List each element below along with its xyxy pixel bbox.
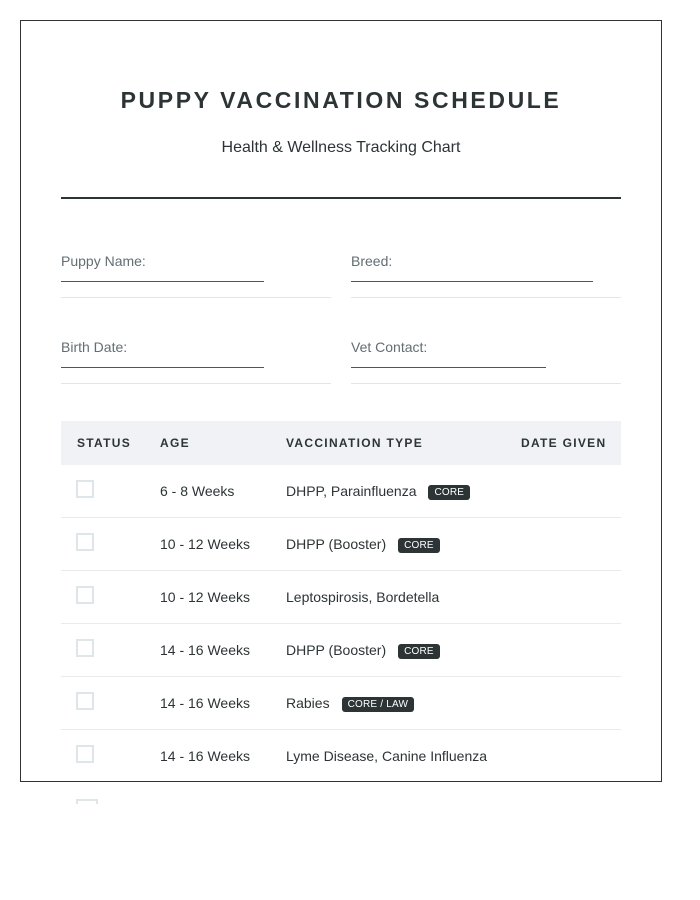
vaccine-name: Lyme Disease, Canine Influenza <box>286 748 488 764</box>
puppy-name-blank[interactable] <box>61 281 264 282</box>
status-checkbox[interactable] <box>76 639 94 657</box>
birth-date-label: Birth Date: <box>61 339 128 355</box>
vaccine-cell <box>286 642 440 659</box>
table-row <box>61 677 621 730</box>
table-row <box>61 624 621 677</box>
field-separator <box>351 383 621 384</box>
status-checkbox[interactable] <box>76 745 94 763</box>
vaccination-table <box>61 421 621 782</box>
vaccine-cell <box>286 695 414 712</box>
field-separator <box>351 297 621 298</box>
vaccine-cell <box>286 536 440 553</box>
overflow-checkbox-partial <box>76 799 98 804</box>
vaccine-cell <box>286 483 470 500</box>
page-subtitle: Health & Wellness Tracking Chart <box>221 139 461 156</box>
core-badge: CORE <box>428 485 470 500</box>
puppy-name-label: Puppy Name: <box>61 253 146 269</box>
birth-date-field[interactable] <box>61 339 331 355</box>
breed-field[interactable] <box>351 253 621 269</box>
column-header-vaccination-type: VACCINATION TYPE <box>286 436 424 450</box>
vaccine-name: DHPP (Booster) <box>286 642 387 658</box>
table-row <box>61 730 621 782</box>
status-checkbox[interactable] <box>76 586 94 604</box>
column-header-date-given: DATE GIVEN <box>521 436 607 450</box>
core-badge: CORE <box>398 538 440 553</box>
vaccine-cell <box>286 589 439 605</box>
vet-contact-label: Vet Contact: <box>351 339 428 355</box>
vaccine-name: Leptospirosis, Bordetella <box>286 589 440 605</box>
vet-contact-blank[interactable] <box>351 367 546 368</box>
status-checkbox[interactable] <box>76 480 94 498</box>
vaccine-name: DHPP (Booster) <box>286 536 387 552</box>
breed-label: Breed: <box>351 253 393 269</box>
status-checkbox[interactable] <box>76 533 94 551</box>
schedule-card <box>20 20 662 782</box>
column-header-age: AGE <box>160 436 190 450</box>
age-cell: 14 - 16 Weeks <box>160 748 251 764</box>
column-header-status: STATUS <box>77 436 132 450</box>
age-cell: 14 - 16 Weeks <box>160 695 251 711</box>
field-separator <box>61 383 331 384</box>
table-row <box>61 571 621 624</box>
vet-contact-field[interactable] <box>351 339 621 355</box>
puppy-name-field[interactable] <box>61 253 331 269</box>
table-header <box>61 421 621 465</box>
table-row <box>61 518 621 571</box>
field-separator <box>61 297 331 298</box>
vaccine-name: DHPP, Parainfluenza <box>286 483 417 499</box>
core-law-badge: CORE / LAW <box>342 697 415 712</box>
age-cell: 14 - 16 Weeks <box>160 642 251 658</box>
age-cell: 10 - 12 Weeks <box>160 589 251 605</box>
page-title: PUPPY VACCINATION SCHEDULE <box>120 87 562 113</box>
vaccine-cell <box>286 748 487 764</box>
status-checkbox[interactable] <box>76 692 94 710</box>
breed-blank[interactable] <box>351 281 593 282</box>
age-cell: 10 - 12 Weeks <box>160 536 251 552</box>
age-cell: 6 - 8 Weeks <box>160 483 235 499</box>
core-badge: CORE <box>398 644 440 659</box>
header-divider <box>61 197 621 199</box>
vaccine-name: Rabies <box>286 695 330 711</box>
birth-date-blank[interactable] <box>61 367 264 368</box>
table-row <box>61 465 621 518</box>
